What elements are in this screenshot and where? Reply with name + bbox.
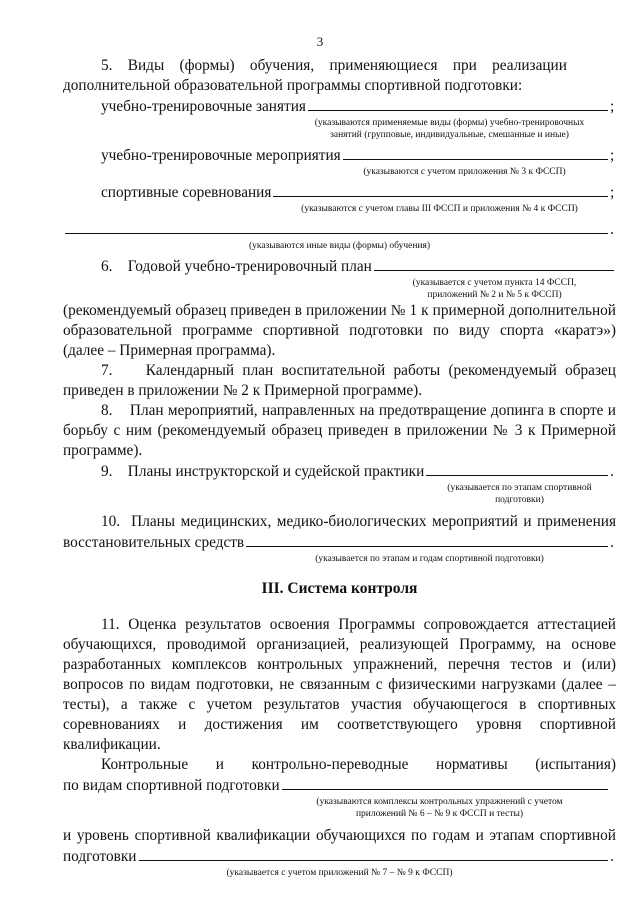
item-6-label: 6. Годовой учебно-тренировочный план <box>101 258 372 275</box>
item-6-row <box>63 256 616 277</box>
fill-line <box>246 532 608 547</box>
fill-line <box>139 846 609 861</box>
item-11-note-2: (указывается с учетом приложений № 7 – № 9 к ФССП) <box>226 868 453 878</box>
section-title: III. Система контроля <box>261 580 418 597</box>
row-label: спортивные соревнования <box>101 184 272 201</box>
item-5-intro-line-2: дополнительной образовательной программы спортивной подготовки: <box>63 77 523 94</box>
item-9-label: 9. Планы инструкторской и судейской практики <box>101 463 425 480</box>
item-9-note: (указывается по этапам спортивной подготовки) <box>447 483 592 505</box>
item-11-level-row: подготовки . <box>63 848 614 865</box>
fill-line <box>282 775 608 790</box>
fill-line <box>65 219 608 234</box>
fill-line <box>308 96 608 111</box>
item-7: 7. Календарный план воспитательной работы (рекомендуемый образец приведен в приложении № 2 к Примерной программе). <box>63 362 616 399</box>
item-11-norms-line-1: Контрольные и контрольно-переводные нормативы (испытания) <box>101 756 616 773</box>
item-5-row-training-events: учебно-тренировочные мероприятия ; <box>101 147 615 164</box>
row-label: учебно-тренировочные мероприятия <box>101 147 341 164</box>
item-5-note-4: (указываются иные виды (формы) обучения) <box>248 241 431 251</box>
item-11-level-label: подготовки <box>63 848 137 865</box>
item-8: 8. План мероприятий, направленных на предотвращение допинга в спорте и борьбу с ним (рекомендуемый образец приведен в приложении № 3 к Примерной программе). <box>63 402 616 459</box>
item-9-row: 9. Планы инструкторской и судейской практики . <box>101 463 614 480</box>
fill-line <box>426 461 608 476</box>
item-6-note: (указывается с учетом пункта 14 ФССП, приложений № 2 и № 5 к ФССП) <box>412 278 577 300</box>
item-10-label: восстановительных средств <box>63 534 245 551</box>
item-10-line-1: 10. Планы медицинских, медико-биологических мероприятий и применения <box>101 513 616 530</box>
row-label: учебно-тренировочные занятия <box>101 98 306 115</box>
item-5-note-3: (указываются с учетом главы III ФССП и приложения № 4 к ФССП) <box>301 204 578 214</box>
fill-line <box>343 145 608 160</box>
item-5-row-competitions: спортивные соревнования ; <box>101 184 615 201</box>
item-5-row-other: . <box>63 219 616 240</box>
item-11-norms-label: по видам спортивной подготовки <box>63 777 280 794</box>
item-11-level-line-1: и уровень спортивной квалификации обучающихся по годам и этапам спортивной <box>63 827 616 844</box>
item-10-row: восстановительных средств . <box>63 534 614 551</box>
item-5-intro: 5. Виды (формы) обучения, применяющиеся при реализации <box>101 57 567 74</box>
item-5-note-1: (указываются применяемые виды (формы) учебно-тренировочных занятий (групповые, индивидуальные, смешанные и иные) <box>314 118 585 140</box>
item-11-text: 11. Оценка результатов освоения Программы сопровождается аттестацией обучающихся, проводимой организацией, реализующей Программу, на основе разработанных комплексов контрольных упражнений, перечня тестов и (или) вопросов по видам подготовки, не связанным с физическими нагрузками (далее – тесты), а также с учетом результатов участия обучающегося в спортивных соревнованиях и достижения им соответствующего уровня спортивной квалификации. <box>63 616 616 753</box>
fill-line <box>273 182 608 197</box>
document-body <box>63 56 616 879</box>
item-5-note-2: (указываются с учетом приложения № 3 к ФССП) <box>363 167 566 177</box>
item-11-note-1: (указываются комплексы контрольных упражнений с учетом приложений № 6 – № 9 к ФССП и тесты) <box>316 797 563 819</box>
item-10-note: (указывается по этапам и годам спортивной подготовки) <box>315 554 544 564</box>
item-11-norms-row <box>63 775 616 796</box>
item-6-text: (рекомендуемый образец приведен в приложении № 1 к примерной дополнительной образовательной программе спортивной подготовки по виду спорта «каратэ») (далее – Примерная программа). <box>63 302 616 359</box>
item-5-row-training-sessions: учебно-тренировочные занятия ; <box>101 98 615 115</box>
item-5-intro-line <box>63 56 616 76</box>
page-number: 3 <box>316 34 324 49</box>
fill-line <box>374 256 614 271</box>
